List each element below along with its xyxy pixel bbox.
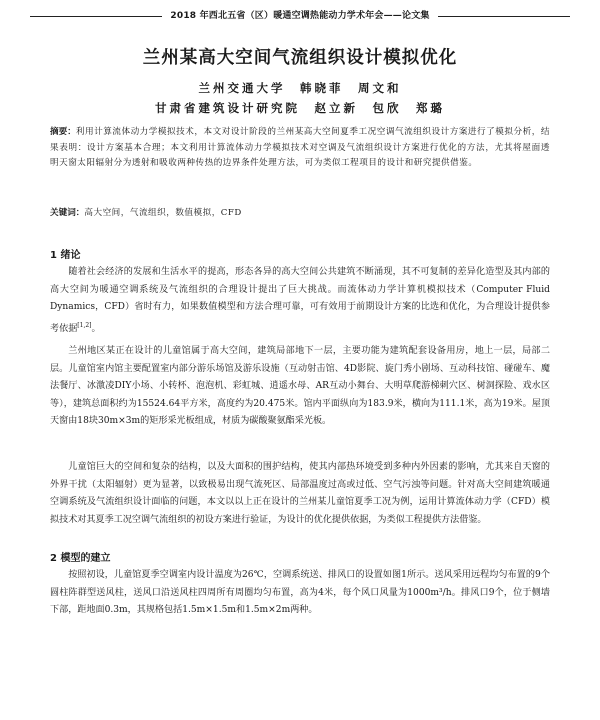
section-heading-model: 2 模型的建立 (50, 553, 111, 564)
intro-paragraph-1 (50, 264, 550, 338)
abstract (50, 125, 550, 172)
keywords-text: 高大空间，气流组织，数值模拟，CFD (84, 208, 242, 218)
intro-paragraph-1-end: 。 (91, 323, 101, 334)
model-paragraph-1: 按照初设，儿童馆夏季空调室内设计温度为26℃，空调系统送、排风口的设置如图1所示。送风采用远程均匀布置的9个圆柱阵群型送风柱，送风口沿送风柱四周所有周圈均匀布置，高为4米，每个风口风量为1000m³/h。排风口9个，位于侧墙下部，距地面0.3m，其规格包括1.5m×1.5m和1.5m×2m两种。 (50, 570, 550, 616)
keywords (50, 206, 550, 220)
intro-paragraph-1-text: 随着社会经济的发展和生活水平的提高，形态各异的高大空间公共建筑不断涌现，其不可复制的差异化造型及其内部的高大空间为暖通空调系统及气流组织的合理设计提出了巨大挑战。而流体动力学计算机模拟技术（Computer Fluid Dynamics，CFD）省时有力，如果数值模型和方法合理可靠，可有效用于前期设计方案的比选和优化，为合理设计提供参考依据 (50, 267, 550, 334)
header-rule-right (438, 16, 570, 17)
intro-paragraph-3: 儿童馆巨大的空间和复杂的结构，以及大面积的围护结构，使其内部热环境受到多种内外因素的影响，尤其来自天窗的外界干扰（太阳辐射）更为显著，以致极易出现气流死区、局部温度过高或过低、空气污浊等问题。针对高大空间建筑暖通空调系统及气流组织设计面临的问题，本文以以上正在设计的兰州某儿童馆夏季工况为例，运用计算流体动力学（CFD）模拟技术对其夏季工况空调气流组织的初设方案进行验证，为设计的优化提供依据，为类似工程提供方法借鉴。 (50, 462, 550, 525)
abstract-label: 摘要： (50, 127, 76, 137)
running-header (30, 6, 570, 22)
abstract-text: 利用计算流体动力学模拟技术，本文对设计阶段的兰州某高大空间夏季工况空调气流组织设计方案进行了模拟分析，结果表明：设计方案基本合理；本文利用计算流体动力学模拟技术对空调及气流组织设计方案进行优化的方法，尤其将屋面透明天窗太阳辐射分为透射和吸收两种传热的边界条件处理方法，可为类似工程项目的设计和研究提供借鉴。 (50, 127, 550, 168)
authors-line-2: 甘肃省建筑设计研究院 赵立新 包欣 郑璐 (155, 101, 445, 115)
section-heading-introduction: 1 绪论 (50, 250, 81, 261)
header-rule-left (30, 16, 162, 17)
citation-ref: [1,2] (77, 321, 92, 329)
authors-line-1: 兰州交通大学 韩晓菲 周文和 (198, 81, 402, 95)
paper-title: 兰州某高大空间气流组织设计模拟优化 (142, 48, 458, 68)
intro-paragraph-2: 兰州地区某正在设计的儿童馆属于高大空间，建筑局部地下一层，主要功能为建筑配套设备用房，地上一层，局部二层。儿童馆室内馆主要配置室内部分游乐场馆及游乐设施（互动射击馆、4D影院、旋门秀小剧场、互动科技馆、碰碰车、魔法餐厅、冰激凌DIY小场、小转杯、泡泡机、彩虹城、逍遥水母、AR互动小舞台、大明草爬游梯刺穴区、树洞探险、戏水区等），建筑总面积约为15524.64平方米，高度约为20.475米。馆内平面纵向为183.9米，横向为111.1米，高为19米。屋顶天窗由18块30m×3m的矩形采光板组成，材质为碳酸聚氨酯采光板。 (50, 346, 550, 427)
running-head-text: 2018 年西北五省（区）暖通空调热能动力学术年会——论文集 (170, 10, 430, 21)
keywords-label: 关键词： (50, 208, 85, 218)
